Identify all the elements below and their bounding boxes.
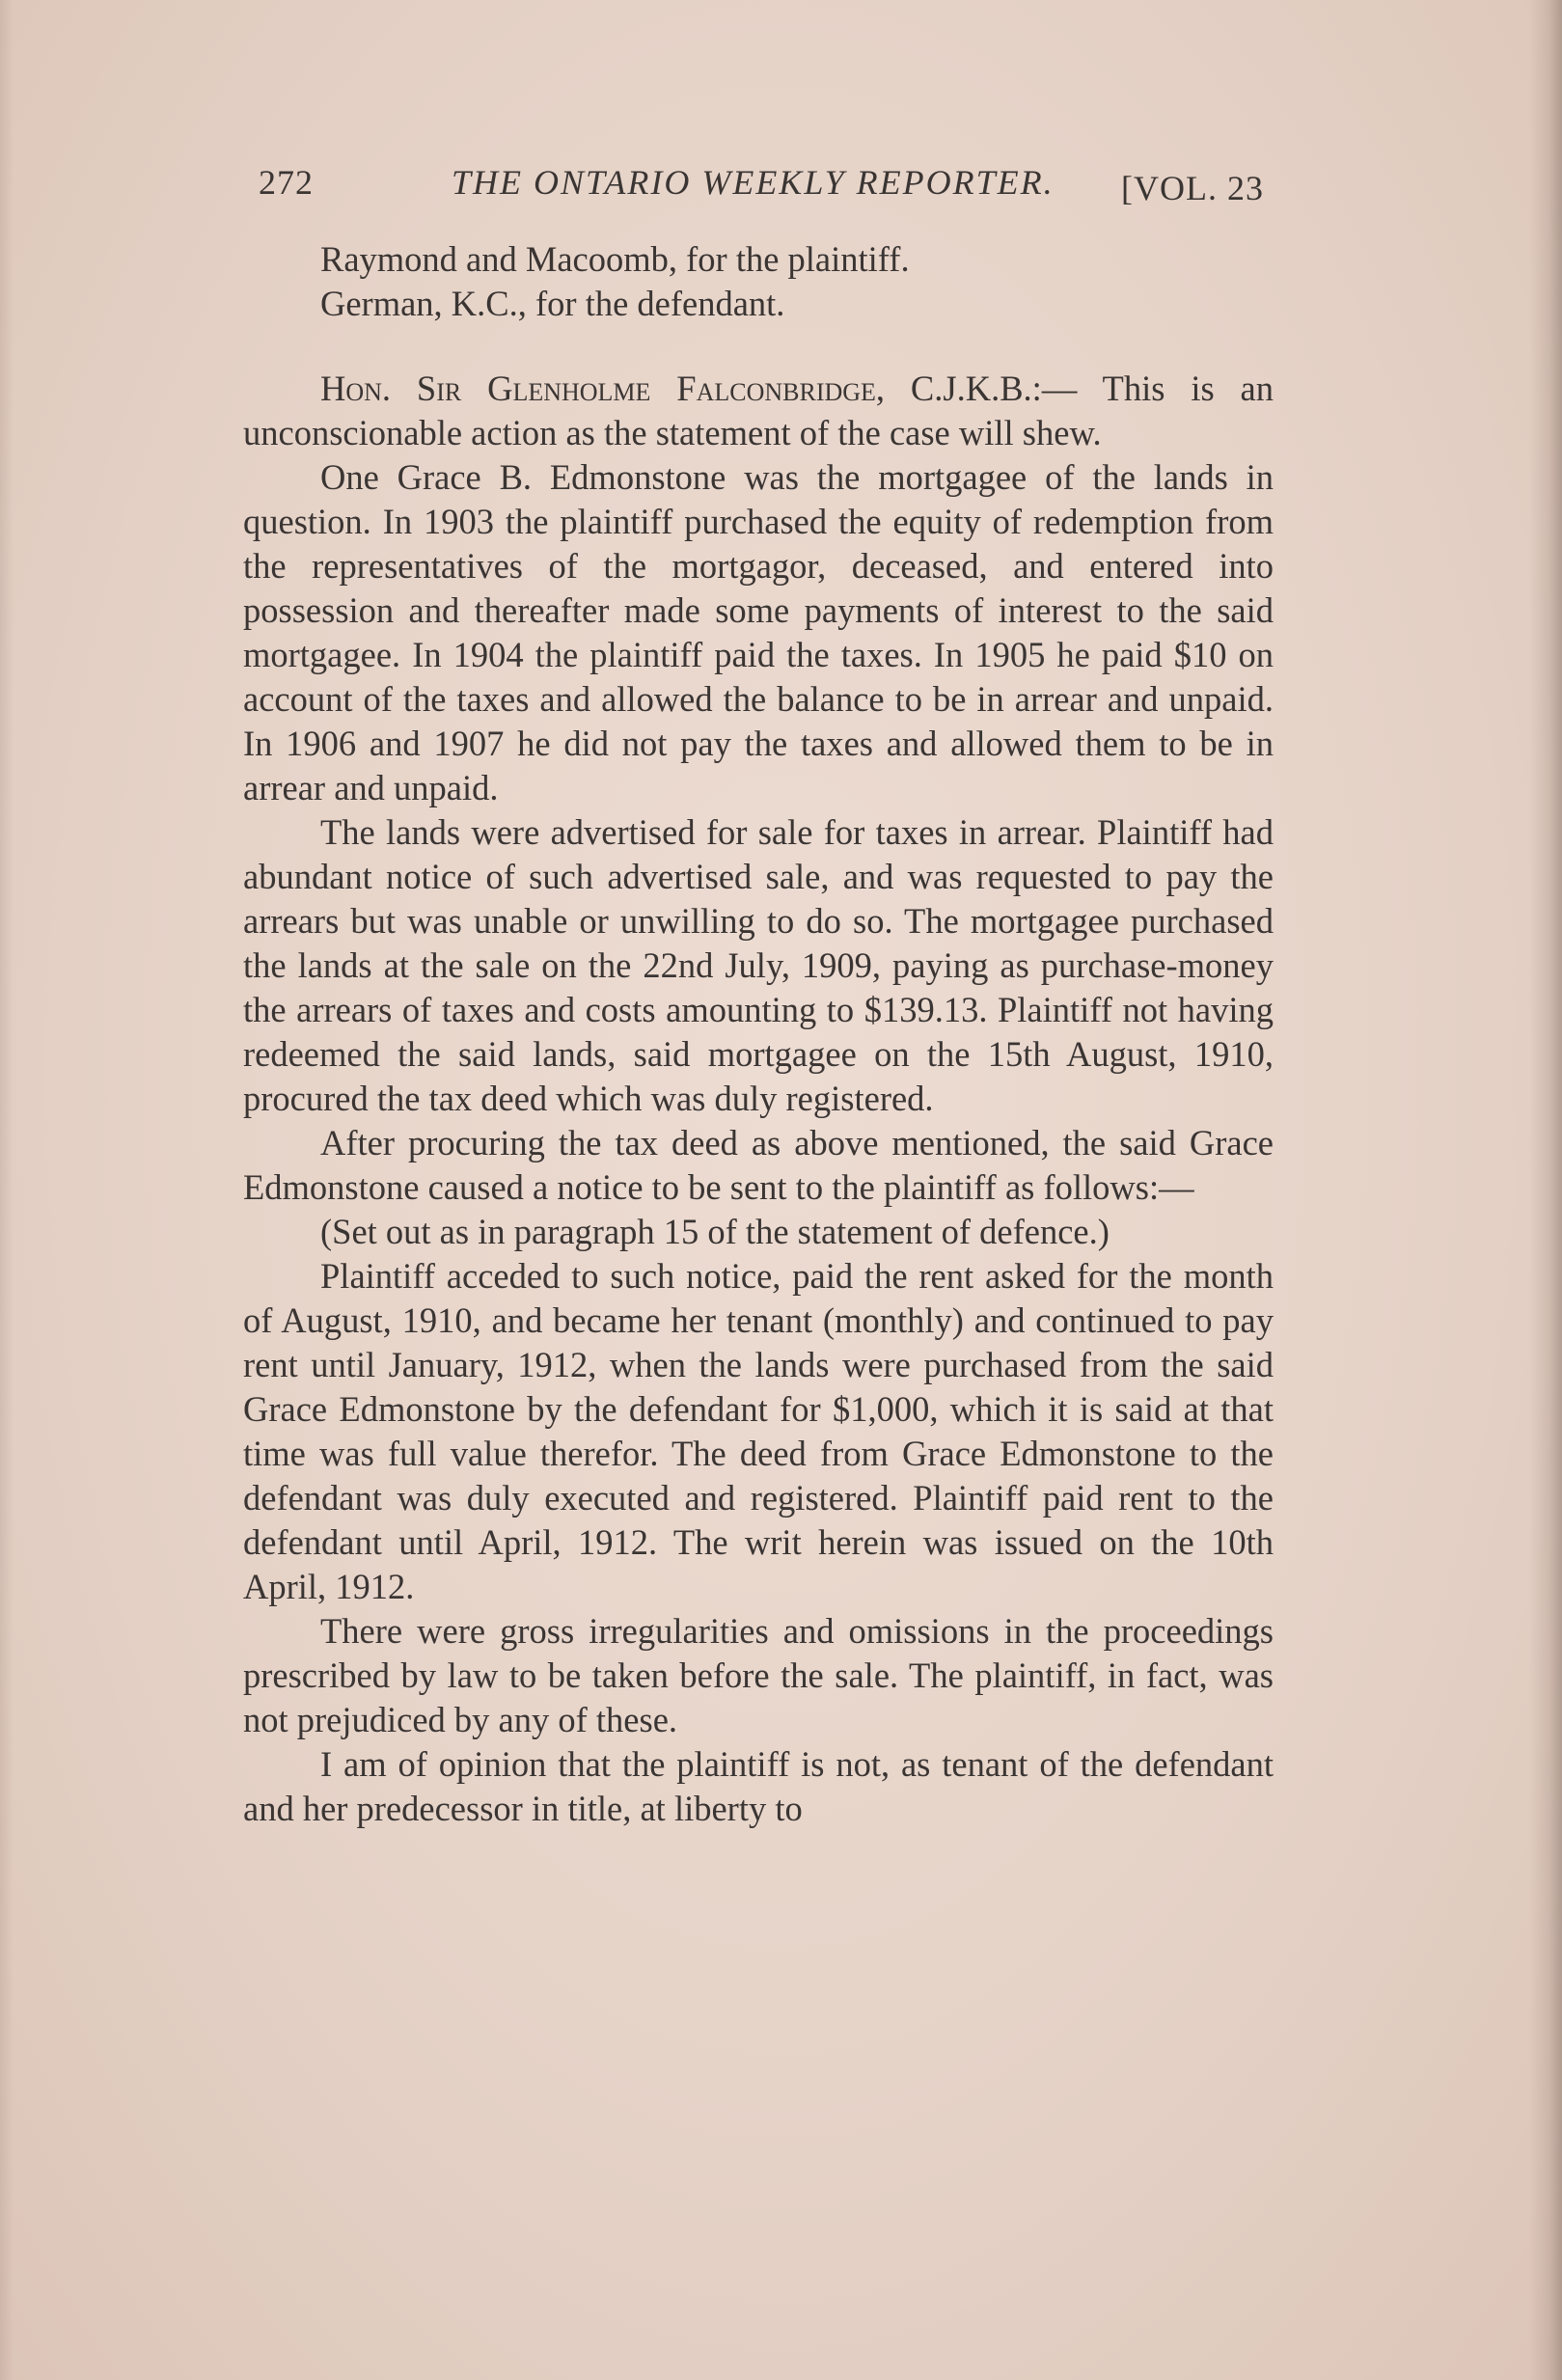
counsel-defendant: German, K.C., for the defendant.	[320, 284, 785, 323]
paragraph: (Set out as in paragraph 15 of the statement of defence.)	[320, 1212, 1110, 1251]
volume-label: [VOL. 23	[1121, 169, 1264, 207]
running-header	[259, 162, 1281, 208]
judgment-opening: This is an unconscionable action as the statement of the case will shew.	[243, 369, 1274, 452]
paragraph: After procuring the tax deed as above mentioned, the said Grace Edmonstone caused a notice to be sent to the plaintiff as follows:—	[243, 1123, 1274, 1207]
running-title: THE ONTARIO WEEKLY REPORTER.	[452, 163, 1055, 202]
page-left-edge	[0, 0, 14, 2380]
judgment-opening-paragraph	[243, 367, 1274, 455]
counsel-plaintiff: Raymond and Macoomb, for the plaintiff.	[320, 239, 910, 279]
paragraph: Plaintiff acceded to such notice, paid the rent asked for the month of August, 1910, and became her tenant (monthly) and continued to pay rent until January, 1912, when the lands were purchased from the said Grace Edmonstone by the defendant for $1,000, which it is said at that time was full value therefor. The deed from Grace Edmonstone to the defendant was duly executed and registered. Plaintiff paid rent to the defendant until April, 1912. The writ herein was issued on the 10th April, 1912.	[243, 1256, 1274, 1606]
judge-name: Hon. Sir Glenholme Falconbridge, C.J.K.B.:—	[320, 369, 1078, 408]
paragraph: There were gross irregularities and omissions in the proceedings prescribed by law to be taken before the sale. The plaintiff, in fact, was not prejudiced by any of these.	[243, 1611, 1274, 1739]
page-number: 272	[259, 163, 314, 202]
body-text	[243, 237, 1274, 1831]
paragraph: I am of opinion that the plaintiff is not, as tenant of the defendant and her predecessor in title, at liberty to	[243, 1744, 1274, 1828]
page-right-edge	[1529, 0, 1562, 2380]
paragraph: One Grace B. Edmonstone was the mortgagee of the lands in question. In 1903 the plaintiff purchased the equity of redemption from the representatives of the mortgagor, deceased, and entered into possession and thereafter made some payments of interest to the said mortgagee. In 1904 the plaintiff paid the taxes. In 1905 he paid $10 on account of the taxes and allowed the balance to be in arrear and unpaid. In 1906 and 1907 he did not pay the taxes and allowed them to be in arrear and unpaid.	[243, 457, 1274, 807]
paragraph: The lands were advertised for sale for taxes in arrear. Plaintiff had abundant notice of such advertised sale, and was requested to pay the arrears but was unable or unwilling to do so. The mortgagee purchased the lands at the sale on the 22nd July, 1909, paying as purchase-money the arrears of taxes and costs amounting to $139.13. Plaintiff not having redeemed the said lands, said mortgagee on the 15th August, 1910, procured the tax deed which was duly registered.	[243, 812, 1274, 1118]
